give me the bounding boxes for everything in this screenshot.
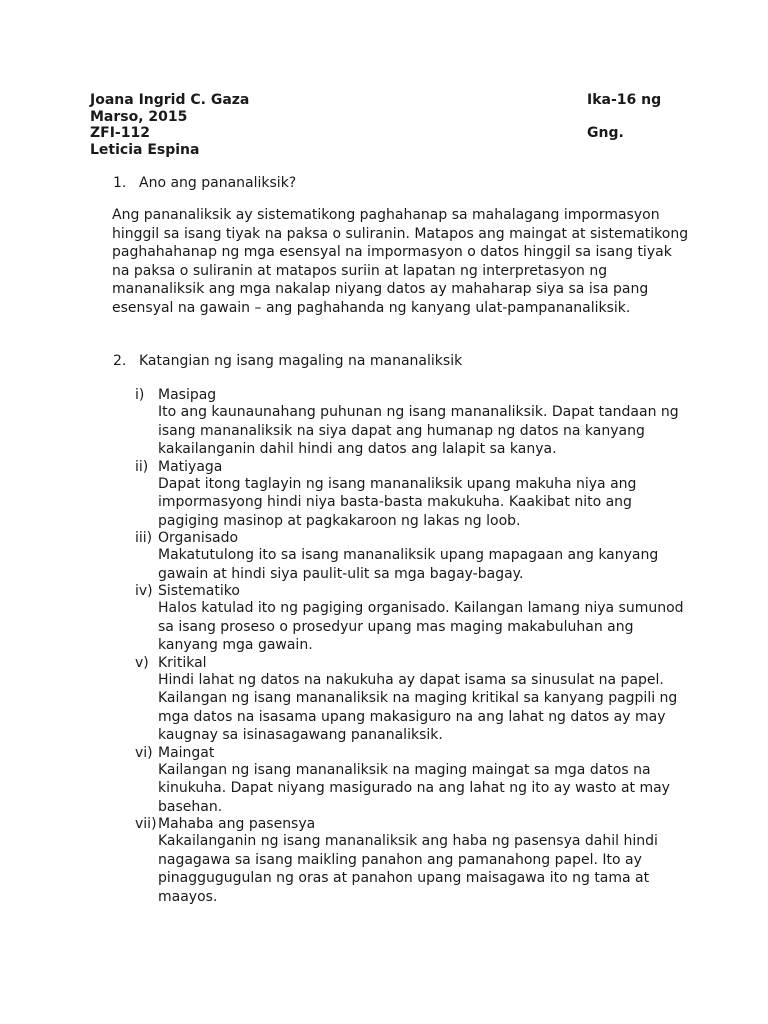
trait-description: Halos katulad ito ng pagiging organisado. Kailangan lamang niya sumunod sa isang proseso o prosedyur upang mas maging makabuluhan ang kanyang mga gawain.: [158, 600, 684, 653]
question-1-answer: Ang pananaliksik ay sistematikong paghahanap sa mahalagang impormasyon hinggil sa isang tiyak na paksa o suliranin. Matapos ang maingat at sistematikong paghahahanap ng mga esensyal na impormasyon o datos hinggil sa isang tiyak na paksa o suliranin at matapos suriin at lapatan ng interpretasyon ng mananaliksik ang mga nakalap niyang datos ay mahaharap siya sa isa pang esensyal na gawain – ang paghahanda ng kanyang ulat-pampananaliksik.: [112, 207, 689, 316]
trait-description: Dapat itong taglayin ng isang mananaliksik upang makuha niya ang impormasyong hindi niya basta-basta makukuha. Kaakibat nito ang pagiging masinop at pagkakaroon ng lakas ng loob.: [158, 475, 637, 529]
trait-title: Sistematiko: [158, 583, 240, 599]
date-part-1: Ika-16 ng: [587, 92, 662, 108]
trait-title: Organisado: [158, 530, 239, 546]
traits-list: [135, 387, 695, 906]
header-line-3: [90, 125, 680, 142]
author-name: Joana Ingrid C. Gaza: [90, 92, 250, 108]
course-code: ZFI-112: [90, 125, 150, 141]
question-2-number: 2.: [113, 353, 127, 369]
question-1-title: Ano ang pananaliksik?: [139, 175, 297, 191]
trait-numeral: iv): [135, 583, 153, 599]
date-part-2: Marso, 2015: [90, 108, 188, 125]
header-line-4: [90, 142, 680, 159]
trait-title: Masipag: [158, 387, 217, 403]
trait-description: Kakailanganin ng isang mananaliksik ang haba ng pasensya dahil hindi nagagawa sa isang maikling panahon ang pamanahong papel. Ito ay pinaggugugulan ng oras at panahon upang maisagawa ito ng tama at maayos.: [158, 833, 658, 905]
trait-item: [135, 655, 695, 745]
teacher-name: Leticia Espina: [90, 141, 200, 158]
trait-description: Kailangan ng isang mananaliksik na maging maingat sa mga datos na kinukuha. Dapat niyang masigurado na ang lahat ng ito ay wasto at may basehan.: [158, 761, 670, 815]
trait-description: Ito ang kaunaunahang puhunan ng isang mananaliksik. Dapat tandaan ng isang mananaliksik na siya dapat ang humanap ng datos na kanyang kakailanganin dahil hindi ang datos ang lalapit sa kanya.: [158, 404, 679, 457]
question-2: [113, 352, 462, 370]
trait-numeral: ii): [135, 458, 149, 475]
trait-item: [135, 387, 695, 459]
trait-numeral: iii): [135, 530, 153, 546]
trait-numeral: v): [135, 654, 149, 671]
trait-title: Matiyaga: [158, 458, 223, 475]
trait-numeral: vi): [135, 744, 153, 761]
teacher-title: Gng.: [587, 125, 624, 141]
header-line-2: [90, 109, 680, 126]
trait-item: [135, 459, 695, 531]
question-1-number: 1.: [113, 175, 127, 191]
question-2-title: Katangian ng isang magaling na mananaliksik: [139, 353, 463, 369]
trait-item: [135, 583, 695, 655]
header-line-1: [90, 92, 680, 109]
trait-numeral: vii): [135, 816, 157, 832]
trait-item: [135, 745, 695, 817]
trait-item: [135, 530, 695, 583]
question-1: [113, 174, 296, 192]
trait-numeral: i): [135, 387, 145, 403]
trait-title: Kritikal: [158, 654, 207, 671]
trait-title: Maingat: [158, 744, 215, 761]
trait-item: [135, 816, 695, 906]
trait-description: Hindi lahat ng datos na nakukuha ay dapat isama sa sinusulat na papel. Kailangan ng isang mananaliksik na maging kritikal sa kanyang pagpili ng mga datos na isasama upang makasiguro na ang lahat ng datos ay may kaugnay sa isinasagawang pananaliksik.: [158, 671, 678, 743]
trait-description: Makatutulong ito sa isang mananaliksik upang mapagaan ang kanyang gawain at hindi siya paulit-ulit sa mga bagay-bagay.: [158, 547, 659, 582]
trait-title: Mahaba ang pasensya: [158, 816, 316, 832]
